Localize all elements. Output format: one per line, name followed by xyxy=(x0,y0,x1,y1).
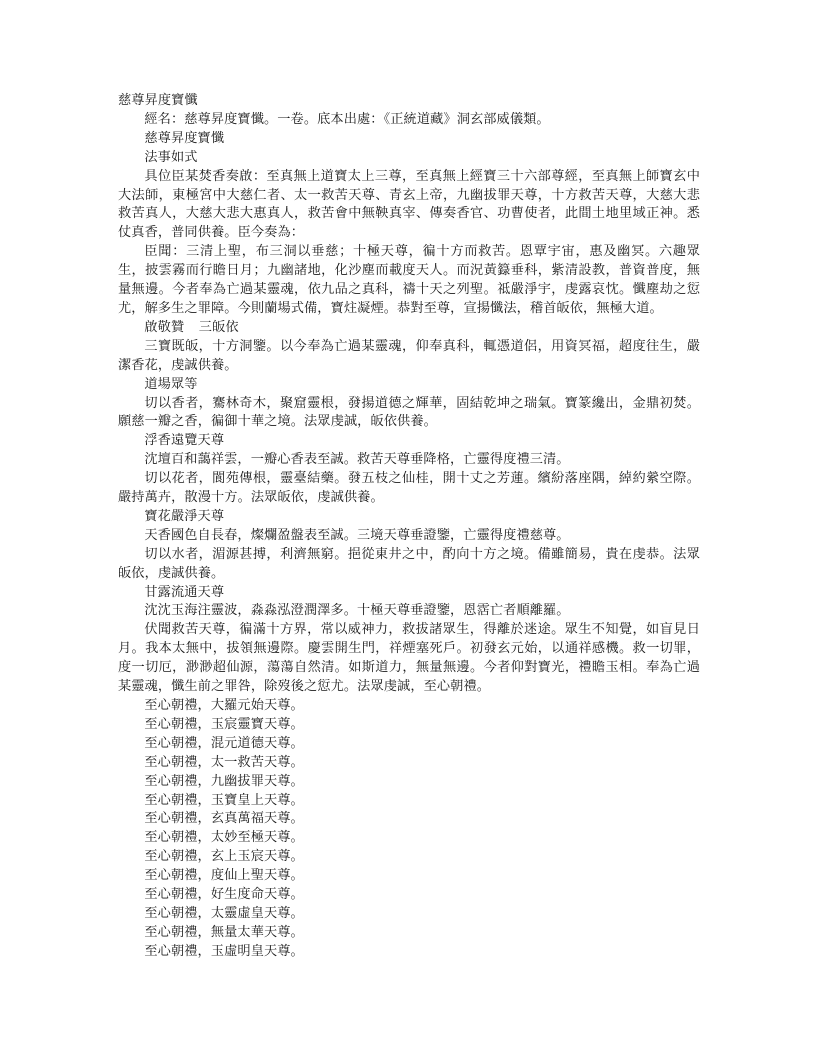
paragraph-homage: 伏聞救苦天尊，徧滿十方界，常以威神力，救拔諸眾生，得離於迷途。眾生不知覺，如盲見日月。我本太無中，拔領無邊際。慶雲開生門，祥煙塞死戶。初發玄元始，以通祥感機。救一切罪，度一切厄，渺渺超仙源，蕩蕩自然清。如斯道力，無量無邊。今者仰對寶光，禮瞻玉相。奉為亡過某靈魂，懺生前之罪咎，除歿後之愆尤。法眾虔誠，至心朝禮。 xyxy=(118,622,700,695)
paragraph-flowers: 切以花者，閬苑傳根，靈臺結藥。發五枝之仙桂，開十丈之芳蓮。繽紛落座隅，綽約縈空際。嚴持萬卉，散漫十方。法眾皈依，虔誠供養。 xyxy=(118,471,700,506)
verse-flowers: 天香國色自長春，燦爛盈盤表至誠。三境天尊垂證鑒，亡靈得度禮慈尊。 xyxy=(144,527,570,543)
verse-water: 沈沈玉海注靈波，淼淼泓澄潤澤多。十極天尊垂證鑒，恩霑亡者順離羅。 xyxy=(144,603,570,619)
paragraph-invocation: 具位臣某焚香奏啟：至真無上道寶太上三尊，至真無上經寶三十六部尊經，至真無上師寶玄中大法師，東極宮中大慈仁者、太一救苦天尊、青玄上帝，九幽拔罪天尊，十方救苦天尊，大慈大悲救苦真人，大慈大悲大惠真人，救苦會中無鞅真宰、傳奏香官、功曹使者，此間土地里域正神。悉仗真香，普同供養。臣今奏為： xyxy=(118,168,700,241)
scripture-title: 慈尊昇度寶懺 xyxy=(144,130,225,146)
section-floating-incense: 浮香遠覽天尊 xyxy=(144,433,225,449)
section-opening-praise xyxy=(118,319,700,338)
section-ritual-form: 法事如式 xyxy=(144,149,198,165)
litany-line: 至心朝禮，太妙至極天尊。 xyxy=(144,830,304,846)
litany-line: 至心朝禮，玉宸靈寶天尊。 xyxy=(144,716,304,732)
paragraph-water: 切以水者，湄源甚搏，利濟無窮。挹從東井之中，酌向十方之境。備雖簡易，貴在虔恭。法眾皈依，虔誠供養。 xyxy=(118,546,700,581)
litany-line: 至心朝禮，無量太華天尊。 xyxy=(144,924,304,940)
paragraph-three-refuges: 三寶既皈，十方洞鑒。以今奉為亡過某靈魂，仰奉真科，輒憑道侶，用資冥福，超度往生，嚴潔香花，虔誠供養。 xyxy=(118,338,700,373)
section-opening-praise-part-1: 啟敬贊 xyxy=(144,319,185,335)
doc-title: 慈尊昇度寶懺 xyxy=(118,93,198,108)
section-opening-praise-part-2: 三皈依 xyxy=(198,319,239,335)
section-sweet-dew: 甘露流通天尊 xyxy=(144,584,225,600)
litany-line: 至心朝禮，太一救苦天尊。 xyxy=(144,754,304,770)
paragraph-memorial: 臣聞：三清上聖，布三洞以垂慈；十極天尊，徧十方而救苦。恩覃宇宙，惠及幽冥。六趣眾生，披雲霧而行瞻日月；九幽諸地，化沙塵而載度天人。而況黃籙垂科，紫清設教，普資普度，無量無邊。今者奉為亡過某靈魂，依九品之真科，禱十天之列聖。祗嚴淨宇，虔露哀忱。懺塵劫之愆尤，解多生之罪障。今則蘭場式備，寶炷凝煙。恭對至尊，宣揚懺法，稽首皈依，無極大道。 xyxy=(118,244,700,316)
document-body xyxy=(118,92,700,962)
litany-line: 至心朝禮，玉虛明皇天尊。 xyxy=(144,943,304,959)
section-jewel-flower: 寶花嚴淨天尊 xyxy=(144,508,225,524)
litany-line: 至心朝禮，玉寶皇上天尊。 xyxy=(144,792,304,808)
litany-line: 至心朝禮，九幽拔罪天尊。 xyxy=(144,773,304,789)
litany-line: 至心朝禮，大羅元始天尊。 xyxy=(144,698,304,713)
litany-line: 至心朝禮，混元道德天尊。 xyxy=(144,735,304,751)
litany-line: 至心朝禮，玄真萬福天尊。 xyxy=(144,811,304,827)
section-assembly: 道場眾等 xyxy=(144,376,198,392)
litany-line: 至心朝禮，太靈虛皇天尊。 xyxy=(144,905,304,921)
verse-incense: 沈壇百和藹祥雲，一瓣心香表至誠。救苦天尊垂降格，亡靈得度禮三清。 xyxy=(144,452,570,468)
litany-line: 至心朝禮，玄上玉宸天尊。 xyxy=(144,849,304,865)
litany-line: 至心朝禮，好生度命天尊。 xyxy=(144,887,304,903)
litany-line: 至心朝禮，度仙上聖天尊。 xyxy=(144,868,304,884)
paragraph-incense: 切以香者，騫林奇木，聚窟靈根，發揚道德之輝華，固結乾坤之瑞氣。寶篆纔出，金鼎初焚。願慈一瓣之香，徧御十華之境。法眾虔誠，皈依供養。 xyxy=(118,395,700,430)
scripture-metadata: 經名：慈尊昇度寶懺。一卷。底本出處：《正統道藏》洞玄部威儀類。 xyxy=(144,111,550,127)
